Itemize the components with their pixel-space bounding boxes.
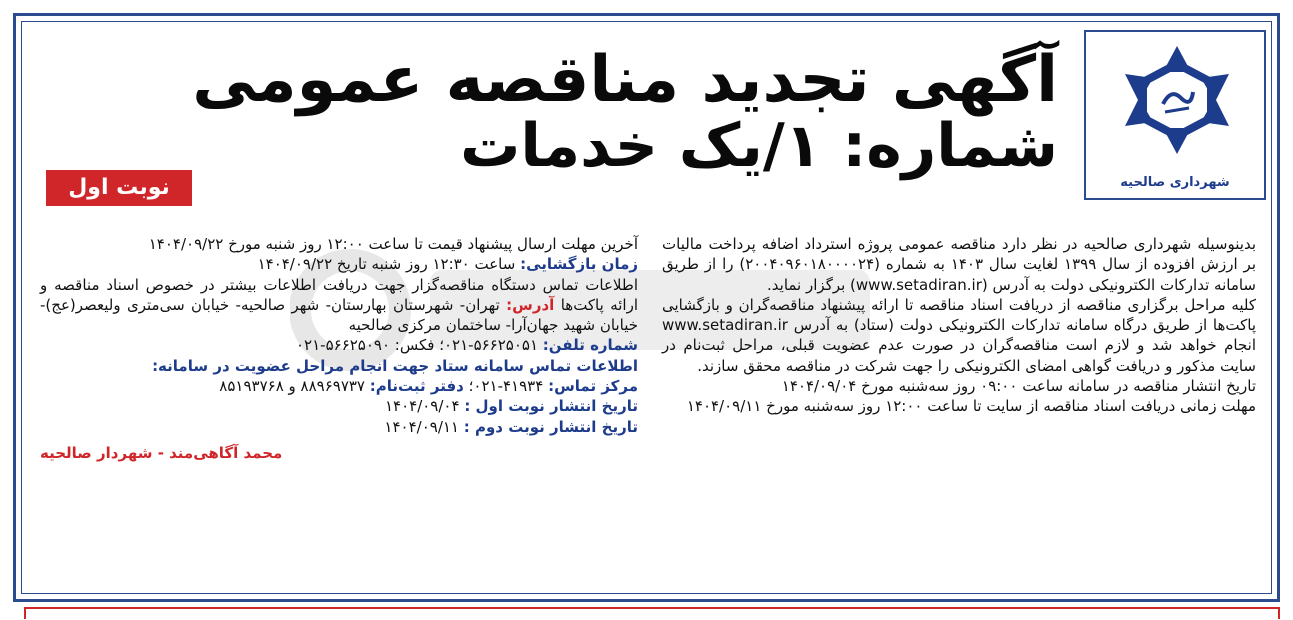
setad-link[interactable]: www.setadiran.ir [855,275,982,294]
publication-round-badge: نوبت اول [46,170,192,206]
left-column [40,234,638,463]
contact-text: اطلاعات تماس دستگاه مناقصه‌گزار جهت دریافت اطلاعات بیشتر در خصوص اسناد مناقصه و ارائه پاکت‌ها [40,275,638,314]
second-pub-label: تاریخ انتشار نوبت دوم : [463,417,638,436]
setad-contact-numbers [40,376,638,396]
intro-paragraph [662,234,1256,295]
second-publication [40,417,638,437]
publish-date-paragraph: تاریخ انتشار مناقصه در سامانه ساعت ۰۹:۰۰ روز سه‌شنبه مورخ ۱۴۰۴/۰۹/۰۴ [781,377,1256,396]
call-center-label: مرکز تماس: [548,377,638,396]
process-text: کلیه مراحل برگزاری مناقصه از دریافت اسناد مناقصه تا ارائه پیشنهاد مناقصه‌گران و بازگشایی پاکت‌ها از طریق درگاه سامانه تدارکات الکترونیکی دولت (ستاد) به آدرس [662,295,1256,335]
opening-time [40,254,638,274]
phone-value: ۵۶۶۲۵۰۵۱-۰۲۱؛ فکس: ۵۶۶۲۵۰۹۰-۰۲۱ [295,336,543,355]
bid-deadline: آخرین مهلت ارسال پیشنهاد قیمت تا ساعت ۱۲:۰۰ روز شنبه مورخ ۱۴۰۴/۰۹/۲۲ [148,235,638,253]
intro-text-end: ) برگزار نماید. [767,275,856,294]
logo-emblem-icon [1119,42,1235,158]
first-pub-label: تاریخ انتشار نوبت اول : [464,397,638,416]
phone-label: شماره تلفن: [542,336,638,355]
mayor-signature: محمد آگاهی‌مند - شهردار صالحیه [40,443,283,462]
notice-title: آگهی تجدید مناقصه عمومی [192,43,1058,117]
call-center-value: ۴۱۹۳۴-۰۲۱؛ [463,377,549,396]
registry-label: دفتر ثبت‌نام: [369,377,464,396]
second-pub-value: ۱۴۰۴/۰۹/۱۱ [384,417,464,436]
address-label: آدرس: [506,295,555,314]
document-deadline-paragraph: مهلت زمانی دریافت اسناد مناقصه از سایت تا ساعت ۱۲:۰۰ روز سه‌شنبه مورخ ۱۴۰۴/۰۹/۱۱ [686,397,1256,416]
registry-value: ۸۸۹۶۹۷۳۷ و ۸۵۱۹۳۷۶۸ [219,377,370,396]
address-value: تهران- شهرستان بهارستان- شهر صالحیه- خیابان سی‌متری ولیعصر(عج)- خیابان شهید جهان‌آرا- ساختمان مرکزی صالحیه [40,295,638,335]
process-paragraph [662,295,1256,376]
intro-text: بدینوسیله شهرداری صالحیه در نظر دارد مناقصه عمومی پروژه استرداد اضافه پرداخت مالیات بر ارزش افزوده از سال ۱۳۹۹ لغایت سال ۱۴۰۳ به شماره (۲۰۰۴۰۹۶۰۱۸۰۰۰۰۲۴) را از طریق سامانه تدارکات الکترونیکی دولت به آدرس ( [662,235,1256,294]
first-pub-value: ۱۴۰۴/۰۹/۰۴ [384,397,465,416]
logo-caption: شهرداری صالحیه [1120,175,1230,190]
opening-value: ساعت ۱۲:۳۰ روز شنبه تاریخ ۱۴۰۴/۰۹/۲۲ [257,255,521,274]
municipality-logo [1084,30,1266,200]
setad-contact-heading: اطلاعات تماس سامانه ستاد جهت انجام مراحل عضویت در سامانه: [152,356,638,375]
notice-number: شماره: ۱/یک خدمات [460,111,1058,181]
right-column [662,234,1256,417]
first-publication [40,396,638,416]
phone-info [40,335,638,355]
opening-label: زمان بازگشایی: [520,255,638,274]
next-notice-border [24,607,1280,619]
contact-info [40,275,638,336]
setad-link-2[interactable]: www.setadiran.ir [662,316,788,335]
process-text-end: انجام خواهد شد و لازم است مناقصه‌گران در صورت عدم عضویت قبلی، مراحل ثبت‌نام در سایت مذکور و دریافت گواهی امضای الکترونیکی را جهت شرکت در مناقصه محقق سازند. [662,336,1256,375]
